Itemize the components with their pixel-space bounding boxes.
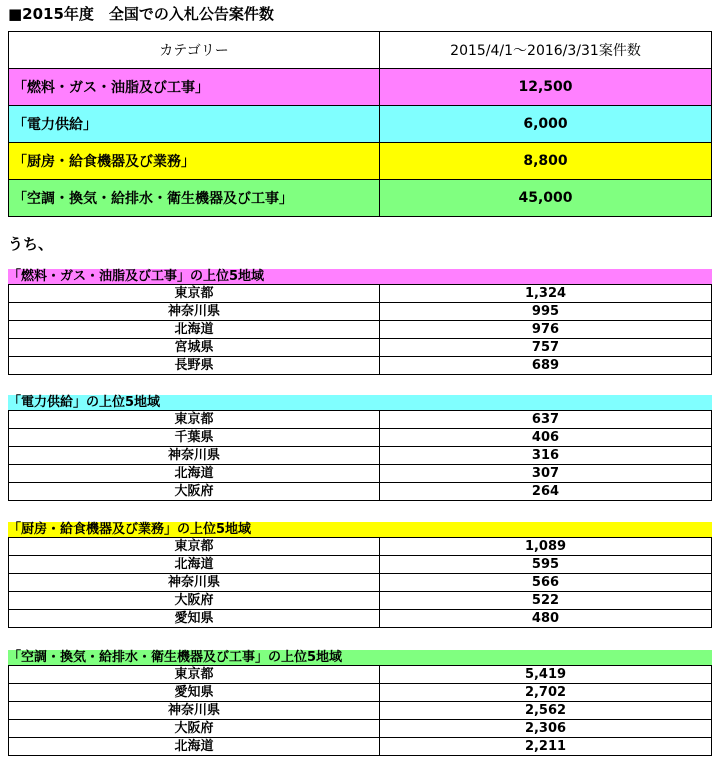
- page-title: ■2015年度 全国での入札公告案件数: [8, 5, 274, 23]
- region-count: 976: [380, 321, 712, 339]
- table-row: [9, 411, 712, 429]
- section-heading-power: 「電力供給」の上位5地域: [8, 395, 712, 410]
- summary-count: 12,500: [380, 69, 712, 106]
- summary-count: 8,800: [380, 143, 712, 180]
- table-row: [9, 610, 712, 628]
- table-row: [9, 465, 712, 483]
- region-table-hvac: [8, 665, 712, 756]
- summary-row-hvac: [9, 180, 712, 217]
- summary-count: 45,000: [380, 180, 712, 217]
- summary-category: 「厨房・給食機器及び業務」: [9, 143, 380, 180]
- region-name: 北海道: [9, 321, 380, 339]
- table-row: [9, 429, 712, 447]
- region-name: 千葉県: [9, 429, 380, 447]
- region-name: 東京都: [9, 285, 380, 303]
- region-count: 5,419: [380, 666, 712, 684]
- region-name: 神奈川県: [9, 574, 380, 592]
- region-count: 264: [380, 483, 712, 501]
- table-row: [9, 702, 712, 720]
- region-count: 307: [380, 465, 712, 483]
- region-count: 2,702: [380, 684, 712, 702]
- region-name: 大阪府: [9, 592, 380, 610]
- summary-category: 「空調・換気・給排水・衛生機器及び工事」: [9, 180, 380, 217]
- section-heading-hvac: 「空調・換気・給排水・衛生機器及び工事」の上位5地域: [8, 650, 712, 665]
- region-count: 566: [380, 574, 712, 592]
- summary-row-kitchen: [9, 143, 712, 180]
- summary-category: 「燃料・ガス・油脂及び工事」: [9, 69, 380, 106]
- region-name: 北海道: [9, 738, 380, 756]
- region-count: 757: [380, 339, 712, 357]
- table-row: [9, 321, 712, 339]
- header-category: カテゴリー: [9, 32, 380, 69]
- table-row: [9, 339, 712, 357]
- region-table-fuel: [8, 284, 712, 375]
- table-row: [9, 720, 712, 738]
- region-name: 神奈川県: [9, 447, 380, 465]
- region-count: 522: [380, 592, 712, 610]
- section-heading-kitchen: 「厨房・給食機器及び業務」の上位5地域: [8, 522, 712, 537]
- region-table-kitchen: [8, 537, 712, 628]
- table-row: [9, 483, 712, 501]
- table-row: [9, 285, 712, 303]
- summary-row-power: [9, 106, 712, 143]
- table-row: [9, 666, 712, 684]
- region-count: 995: [380, 303, 712, 321]
- region-count: 480: [380, 610, 712, 628]
- region-count: 316: [380, 447, 712, 465]
- region-name: 愛知県: [9, 610, 380, 628]
- summary-header-row: [9, 32, 712, 69]
- region-table-power: [8, 410, 712, 501]
- region-name: 東京都: [9, 666, 380, 684]
- region-name: 宮城県: [9, 339, 380, 357]
- table-row: [9, 303, 712, 321]
- summary-row-fuel: [9, 69, 712, 106]
- table-row: [9, 538, 712, 556]
- table-row: [9, 738, 712, 756]
- region-name: 長野県: [9, 357, 380, 375]
- region-count: 1,089: [380, 538, 712, 556]
- table-row: [9, 684, 712, 702]
- summary-category: 「電力供給」: [9, 106, 380, 143]
- region-name: 東京都: [9, 538, 380, 556]
- region-name: 神奈川県: [9, 702, 380, 720]
- table-row: [9, 574, 712, 592]
- region-count: 2,562: [380, 702, 712, 720]
- region-count: 637: [380, 411, 712, 429]
- region-count: 689: [380, 357, 712, 375]
- summary-count: 6,000: [380, 106, 712, 143]
- region-count: 1,324: [380, 285, 712, 303]
- region-count: 2,211: [380, 738, 712, 756]
- region-count: 406: [380, 429, 712, 447]
- header-count: 2015/4/1〜2016/3/31案件数: [380, 32, 712, 69]
- region-name: 東京都: [9, 411, 380, 429]
- summary-table: [8, 31, 712, 217]
- region-name: 大阪府: [9, 720, 380, 738]
- region-name: 大阪府: [9, 483, 380, 501]
- table-row: [9, 592, 712, 610]
- section-heading-fuel: 「燃料・ガス・油脂及び工事」の上位5地域: [8, 269, 712, 284]
- table-row: [9, 357, 712, 375]
- region-count: 2,306: [380, 720, 712, 738]
- region-count: 595: [380, 556, 712, 574]
- table-row: [9, 447, 712, 465]
- region-name: 神奈川県: [9, 303, 380, 321]
- table-row: [9, 556, 712, 574]
- region-name: 北海道: [9, 556, 380, 574]
- region-name: 愛知県: [9, 684, 380, 702]
- intro-text: うち、: [8, 235, 54, 253]
- region-name: 北海道: [9, 465, 380, 483]
